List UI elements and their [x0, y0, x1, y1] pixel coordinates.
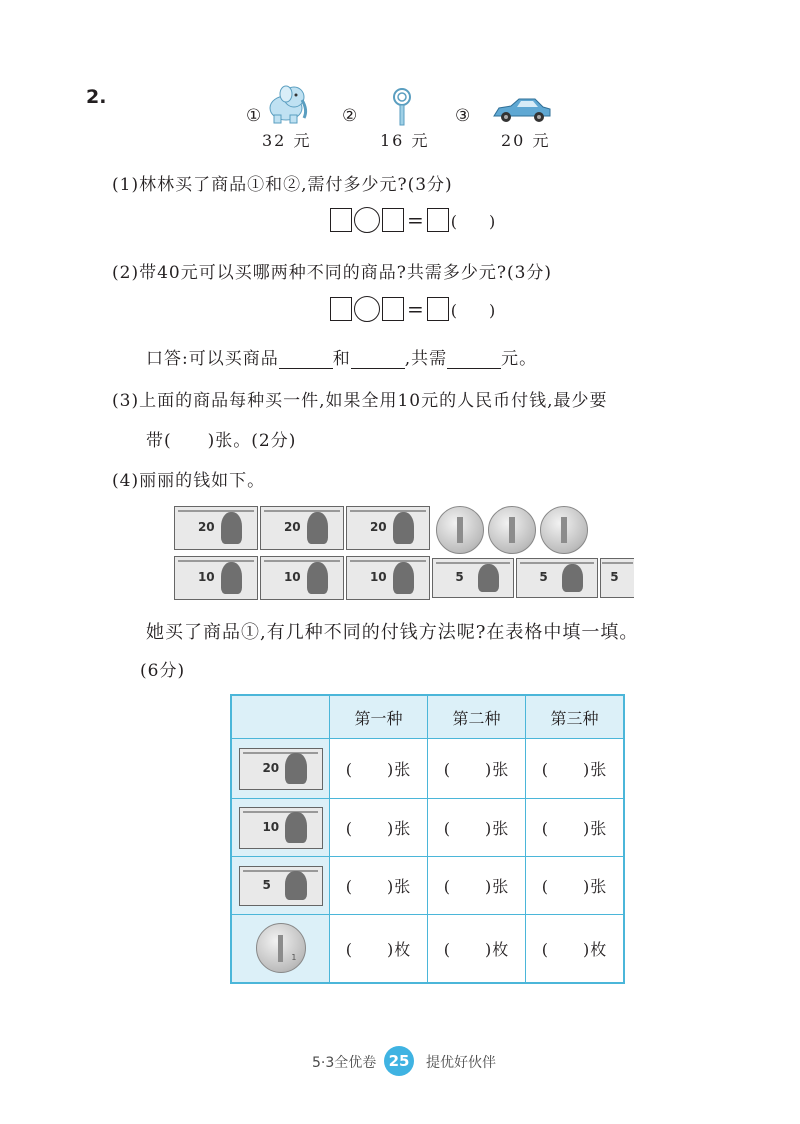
blank-box[interactable]	[330, 297, 352, 321]
operator-circle[interactable]	[354, 207, 380, 233]
coin-1-yuan	[488, 506, 536, 554]
table-cell[interactable]: ( )张	[428, 739, 526, 799]
unit-blank[interactable]: ( )	[450, 300, 496, 320]
table-row	[231, 915, 624, 983]
table-cell[interactable]: ( )张	[330, 857, 428, 915]
table-cell[interactable]: ( )张	[526, 739, 625, 799]
table-row	[231, 739, 624, 799]
note-10-yuan: 10	[260, 556, 344, 600]
product-item-2	[342, 84, 432, 148]
item-price: 32 元	[262, 131, 312, 150]
product-item-3	[455, 84, 555, 148]
footer-left-text: 5·3全优卷	[312, 1055, 377, 1071]
part4-score: (6分)	[140, 661, 186, 681]
equation-1	[330, 207, 495, 233]
answer-text-c: ,共需	[404, 349, 448, 369]
note-5-yuan: 5	[600, 558, 634, 598]
page-number-badge: 25	[384, 1046, 414, 1076]
table-header: 第二种	[428, 695, 526, 739]
blank-box[interactable]	[427, 208, 449, 232]
table-cell[interactable]: ( )张	[526, 799, 625, 857]
oral-answer	[146, 344, 537, 369]
table-cell[interactable]: ( )枚	[526, 915, 625, 983]
note-5-yuan: 5	[516, 558, 598, 598]
answer-text-d: 元。	[501, 349, 538, 369]
row-label-5-yuan-note	[231, 857, 330, 915]
answer-blank-1[interactable]	[279, 350, 333, 369]
note-20-yuan: 20	[260, 506, 344, 550]
equals-sign: =	[407, 297, 424, 321]
unit-blank[interactable]: ( )	[450, 211, 496, 231]
table-cell[interactable]: ( )张	[526, 857, 625, 915]
item-number: ②	[342, 106, 358, 126]
answer-text-a: 口答:可以买商品	[146, 349, 279, 369]
answer-text-b: 和	[332, 349, 351, 369]
item-number: ①	[246, 106, 262, 126]
table-header: 第一种	[330, 695, 428, 739]
coin-1-yuan	[540, 506, 588, 554]
table-header: 第三种	[526, 695, 625, 739]
table-row	[231, 857, 624, 915]
answer-blank-3[interactable]	[447, 350, 501, 369]
blank-box[interactable]	[382, 297, 404, 321]
bubble-wand-icon	[390, 88, 414, 126]
answer-blank-2[interactable]	[351, 350, 405, 369]
equation-2	[330, 296, 495, 322]
elephant-toy-icon	[264, 84, 310, 124]
operator-circle[interactable]	[354, 296, 380, 322]
row-label-1-yuan-coin	[231, 915, 330, 983]
coin-1-yuan	[436, 506, 484, 554]
note-5-yuan: 5	[432, 558, 514, 598]
part2-text: (2)带40元可以买哪两种不同的商品?共需多少元?(3分)	[112, 263, 553, 283]
part1-text: (1)林林买了商品①和②,需付多少元?(3分)	[112, 175, 453, 195]
table-cell[interactable]: ( )枚	[330, 915, 428, 983]
part3-line1: (3)上面的商品每种买一件,如果全用10元的人民币付钱,最少要	[112, 391, 608, 411]
item-number: ③	[455, 106, 471, 126]
toy-car-icon	[491, 96, 553, 124]
question-number: 2.	[86, 86, 107, 108]
money-collection	[174, 506, 634, 600]
row-label-20-yuan-note	[231, 739, 330, 799]
table-cell[interactable]: ( )张	[428, 799, 526, 857]
blank-box[interactable]	[330, 208, 352, 232]
table-corner-cell	[231, 695, 330, 739]
payment-table	[230, 694, 625, 984]
item-price: 20 元	[501, 131, 551, 150]
note-20-yuan: 20	[346, 506, 430, 550]
table-cell[interactable]: ( )张	[330, 799, 428, 857]
note-denomination: 10	[262, 819, 280, 834]
blank-box[interactable]	[382, 208, 404, 232]
row-label-10-yuan-note	[231, 799, 330, 857]
part3-line2: 带( )张。(2分)	[146, 431, 297, 451]
blank-box[interactable]	[427, 297, 449, 321]
item-price: 16 元	[380, 131, 430, 150]
equals-sign: =	[407, 208, 424, 232]
part4-text: (4)丽丽的钱如下。	[112, 471, 266, 491]
coin-denomination: 1	[291, 953, 297, 963]
part4-task: 她买了商品①,有几种不同的付钱方法呢?在表格中填一填。	[146, 622, 639, 643]
note-10-yuan: 10	[174, 556, 258, 600]
table-cell[interactable]: ( )张	[330, 739, 428, 799]
table-header-row	[231, 695, 624, 739]
note-10-yuan: 10	[346, 556, 430, 600]
footer-right-text: 提优好伙伴	[426, 1055, 496, 1071]
product-item-1	[246, 84, 326, 148]
table-cell[interactable]: ( )枚	[428, 915, 526, 983]
table-row	[231, 799, 624, 857]
table-cell[interactable]: ( )张	[428, 857, 526, 915]
note-denomination: 5	[262, 877, 271, 892]
note-20-yuan: 20	[174, 506, 258, 550]
note-denomination: 20	[262, 760, 280, 775]
